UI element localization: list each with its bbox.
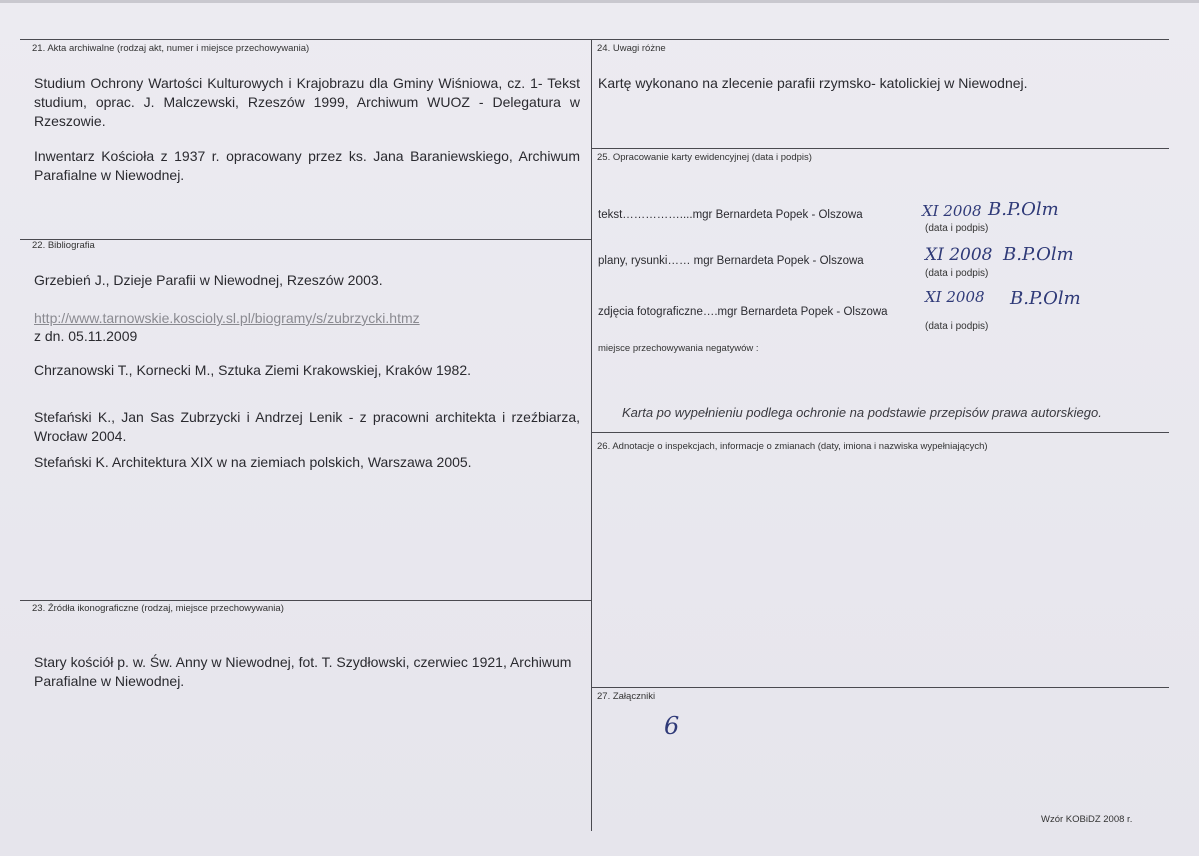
section-26-label: 26. Adnotacje o inspekcjach, informacje o zmianach (daty, imiona i nazwiska wypełniających): [597, 441, 988, 452]
section-21-paragraph-2: Inwentarz Kościoła z 1937 r. opracowany przez ks. Jana Baraniewskiego, Archiwum Parafialne w Niewodnej.: [34, 148, 580, 183]
center-divider: [591, 39, 592, 831]
signature-row-text-signature: B.P.Olm: [988, 199, 1059, 220]
signature-row-text-label: tekst……………....mgr Bernardeta Popek - Olszowa: [598, 209, 863, 221]
section-21-paragraph-1: Studium Ochrony Wartości Kulturowych i Krajobrazu dla Gminy Wiśniowa, cz. 1- Tekst studium, oprac. J. Malczewski, Rzeszów 1999, Archiwum WUOZ - Delegatura w Rzeszowie.: [34, 75, 580, 129]
signature-row-plans-sub: (data i podpis): [925, 268, 989, 279]
right-rule-27: [591, 687, 1169, 688]
form-template-footer: Wzór KOBiDZ 2008 r.: [1041, 814, 1133, 825]
bibliography-item-1: Grzebień J., Dzieje Parafii w Niewodnej, Rzeszów 2003.: [34, 272, 383, 288]
signature-row-photos-label: zdjęcia fotograficzne….mgr Bernardeta Popek - Olszowa: [598, 306, 888, 318]
signature-row-plans-date: XI 2008: [925, 245, 993, 265]
bibliography-url[interactable]: http://www.tarnowskie.koscioly.sl.pl/biogramy/s/zubrzycki.htmz: [34, 310, 420, 326]
bibliography-item-2: Chrzanowski T., Kornecki M., Sztuka Ziemi Krakowskiej, Kraków 1982.: [34, 362, 472, 378]
sheet-top-edge: [0, 0, 1199, 3]
section-23-paragraph: Stary kościół p. w. Św. Anny w Niewodnej, fot. T. Szydłowski, czerwiec 1921, Archiwum Parafialne w Niewodnej.: [34, 654, 572, 689]
left-rule-23: [20, 600, 591, 601]
signature-row-photos-signature: B.P.Olm: [1010, 288, 1081, 309]
bibliography-item-4: Stefański K. Architektura XIX w na ziemiach polskich, Warszawa 2005.: [34, 454, 472, 470]
negatives-location-label: miejsce przechowywania negatywów :: [598, 343, 759, 354]
section-27-label: 27. Załączniki: [597, 691, 656, 702]
signature-row-photos-date: XI 2008: [925, 288, 985, 306]
section-21-label: 21. Akta archiwalne (rodzaj akt, numer i miejsce przechowywania): [32, 43, 310, 54]
copyright-notice: Karta po wypełnieniu podlega ochronie na podstawie przepisów prawa autorskiego.: [622, 405, 1102, 420]
bibliography-url-date: z dn. 05.11.2009: [34, 328, 138, 344]
signature-row-photos-sub: (data i podpis): [925, 321, 989, 332]
section-23-label: 23. Źródła ikonograficzne (rodzaj, miejsce przechowywania): [32, 603, 284, 614]
right-rule-26: [591, 432, 1169, 433]
signature-row-plans-signature: B.P.Olm: [1003, 244, 1074, 265]
signature-row-plans-label: plany, rysunki…… mgr Bernardeta Popek - Olszowa: [598, 255, 864, 267]
section-24-paragraph: Kartę wykonano na zlecenie parafii rzymsko- katolickiej w Niewodnej.: [598, 75, 1028, 91]
signature-row-text-date: XI 2008: [922, 202, 982, 220]
left-rule-22: [20, 239, 591, 240]
section-25-label: 25. Opracowanie karty ewidencyjnej (data i podpis): [597, 152, 812, 163]
section-22-label: 22. Bibliografia: [32, 240, 95, 251]
right-rule-25: [591, 148, 1169, 149]
top-rule: [20, 39, 1169, 40]
section-24-label: 24. Uwagi różne: [597, 43, 666, 54]
signature-row-text-sub: (data i podpis): [925, 223, 989, 234]
attachments-count: 6: [664, 712, 680, 740]
bibliography-item-3: Stefański K., Jan Sas Zubrzycki i Andrzej Lenik - z pracowni architekta i rzeźbiarza, Wrocław 2004.: [34, 409, 580, 444]
